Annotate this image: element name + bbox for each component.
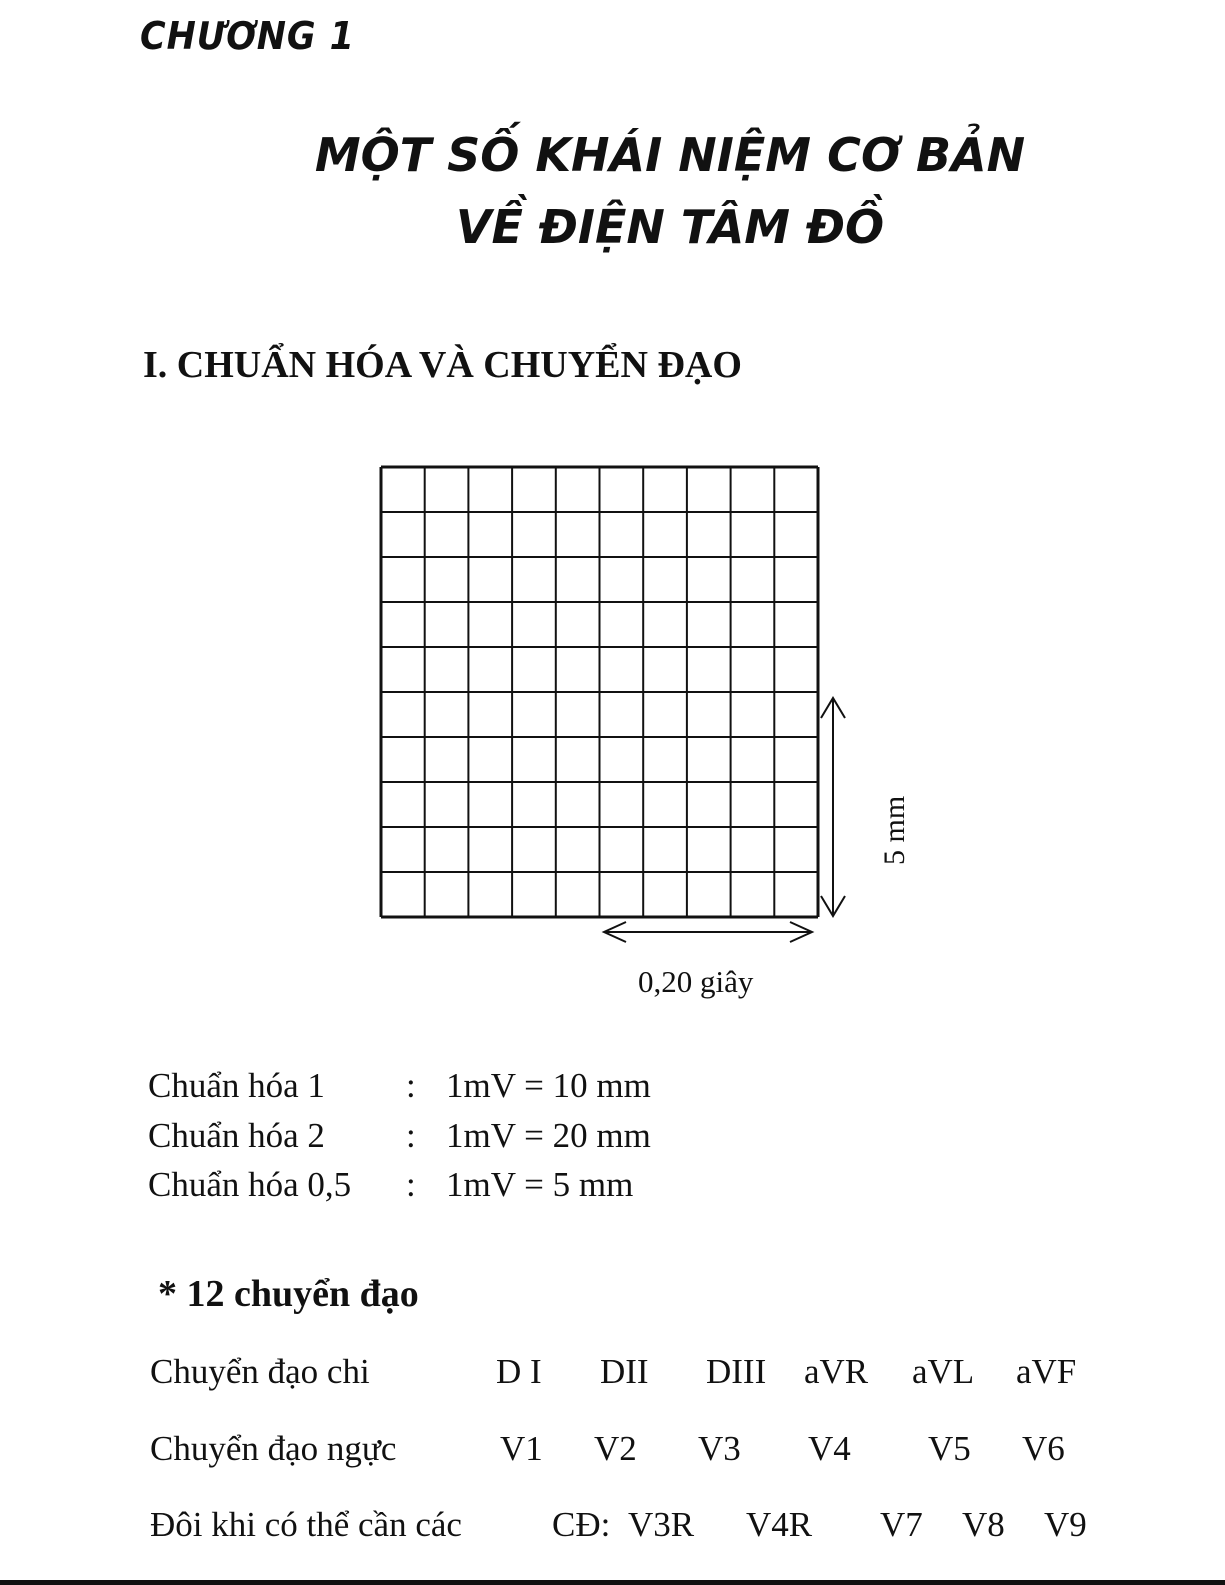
- lead-item: V2: [594, 1429, 637, 1468]
- horizontal-dimension-label: 0,20 giây: [638, 964, 754, 999]
- lead-item: V5: [928, 1429, 971, 1468]
- calibration-separator: :: [406, 1165, 416, 1204]
- limb-leads-label: Chuyển đạo chi: [150, 1352, 370, 1391]
- bottom-rule: [0, 1580, 1225, 1585]
- horizontal-dimension-arrow: [604, 922, 812, 942]
- lead-item: DIII: [706, 1352, 767, 1391]
- extra-leads-row: [0, 1505, 1225, 1551]
- lead-item: DII: [600, 1352, 649, 1391]
- calibration-row: [148, 1116, 748, 1160]
- lead-item: V3: [698, 1429, 741, 1468]
- chest-leads-row: [0, 1429, 1225, 1475]
- lead-item: V1: [500, 1429, 543, 1468]
- calibration-value: 1mV = 5 mm: [446, 1165, 634, 1204]
- chest-leads-label: Chuyển đạo ngực: [150, 1429, 397, 1468]
- ecg-grid: [381, 467, 818, 917]
- calibration-name: Chuẩn hóa 2: [148, 1116, 325, 1155]
- limb-leads-row: [0, 1352, 1225, 1398]
- lead-item: V9: [1044, 1505, 1087, 1544]
- calibration-name: Chuẩn hóa 0,5: [148, 1165, 352, 1204]
- calibration-separator: :: [406, 1066, 416, 1105]
- calibration-name: Chuẩn hóa 1: [148, 1066, 325, 1105]
- calibration-row: [148, 1066, 748, 1110]
- lead-item: V4R: [746, 1505, 813, 1544]
- calibration-separator: :: [406, 1116, 416, 1155]
- calibration-value: 1mV = 20 mm: [446, 1116, 651, 1155]
- chapter-label: CHƯƠNG 1: [140, 14, 355, 58]
- lead-item: V3R: [628, 1505, 695, 1544]
- vertical-dimension-arrow: [821, 698, 845, 916]
- lead-item: D I: [496, 1352, 542, 1391]
- lead-item: V7: [880, 1505, 923, 1544]
- leads-heading: * 12 chuyển đạo: [158, 1273, 419, 1315]
- lead-item: aVL: [912, 1352, 975, 1391]
- calibration-row: [148, 1165, 748, 1209]
- lead-item: V6: [1022, 1429, 1065, 1468]
- lead-item: aVF: [1016, 1352, 1077, 1391]
- lead-item: V8: [962, 1505, 1005, 1544]
- extra-leads-prefix: CĐ:: [552, 1505, 611, 1544]
- vertical-dimension-label: 5 mm: [878, 795, 911, 865]
- calibration-value: 1mV = 10 mm: [446, 1066, 651, 1105]
- lead-item: V4: [808, 1429, 851, 1468]
- chapter-title-line-1: MỘT SỐ KHÁI NIỆM CƠ BẢN: [314, 128, 1026, 182]
- section-heading: I. CHUẨN HÓA VÀ CHUYỂN ĐẠO: [143, 344, 742, 386]
- extra-leads-label: Đôi khi có thể cần các: [150, 1505, 462, 1544]
- chapter-title-line-2: VỀ ĐIỆN TÂM ĐỒ: [455, 200, 885, 254]
- lead-item: aVR: [804, 1352, 869, 1391]
